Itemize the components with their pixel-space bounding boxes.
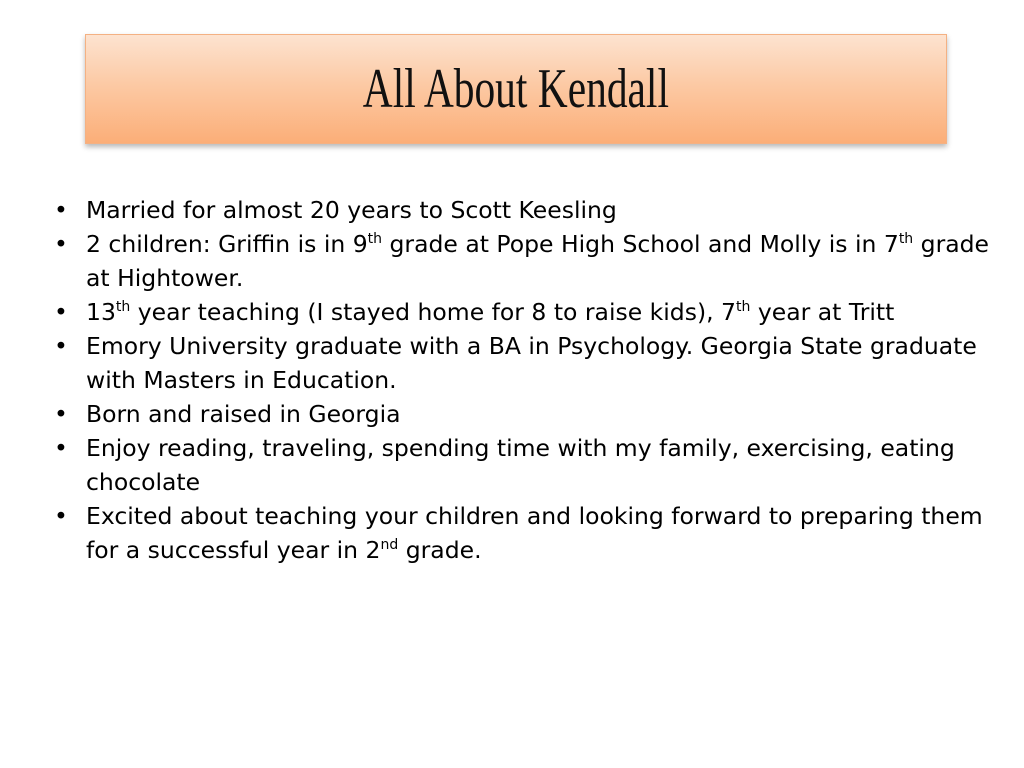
bullet-item xyxy=(54,193,994,227)
ordinal-suffix: nd xyxy=(380,537,399,553)
bullet-dot-icon: • xyxy=(54,332,68,360)
ordinal-suffix: th xyxy=(898,231,914,247)
bullet-text: Enjoy reading, traveling, spending time with my family, exercising, eating chocolate xyxy=(86,434,955,496)
slide-title: All About Kendall xyxy=(362,58,670,120)
bullet-dot-icon: • xyxy=(54,502,68,530)
bullet-text: 13th year teaching (I stayed home for 8 to raise kids), 7th year at Tritt xyxy=(86,298,895,326)
bullet-dot-icon: • xyxy=(54,298,68,326)
bullet-text: 2 children: Griffin is in 9th grade at Pope High School and Molly is in 7th grade at Hightower. xyxy=(86,230,990,292)
bullet-dot-icon: • xyxy=(54,434,68,462)
bullet-text: Married for almost 20 years to Scott Keesling xyxy=(86,196,617,224)
bullet-item xyxy=(54,397,994,431)
bullet-item xyxy=(54,499,994,567)
bullet-item xyxy=(54,295,994,329)
bullet-dot-icon: • xyxy=(54,400,68,428)
bullet-text: Excited about teaching your children and looking forward to preparing them for a successful year in 2nd grade. xyxy=(86,502,983,564)
bullet-dot-icon: • xyxy=(54,230,68,258)
bullet-item xyxy=(54,431,994,499)
bullet-item xyxy=(54,227,994,295)
bullet-item xyxy=(54,329,994,397)
ordinal-suffix: th xyxy=(115,299,131,315)
ordinal-suffix: th xyxy=(736,299,751,315)
bullet-dot-icon: • xyxy=(54,196,68,224)
bullet-text: Emory University graduate with a BA in Psychology. Georgia State graduate with Masters in Education. xyxy=(86,332,977,394)
title-banner xyxy=(85,34,947,144)
ordinal-suffix: th xyxy=(367,231,383,247)
bullet-text: Born and raised in Georgia xyxy=(86,400,401,428)
bullet-list xyxy=(54,193,994,567)
